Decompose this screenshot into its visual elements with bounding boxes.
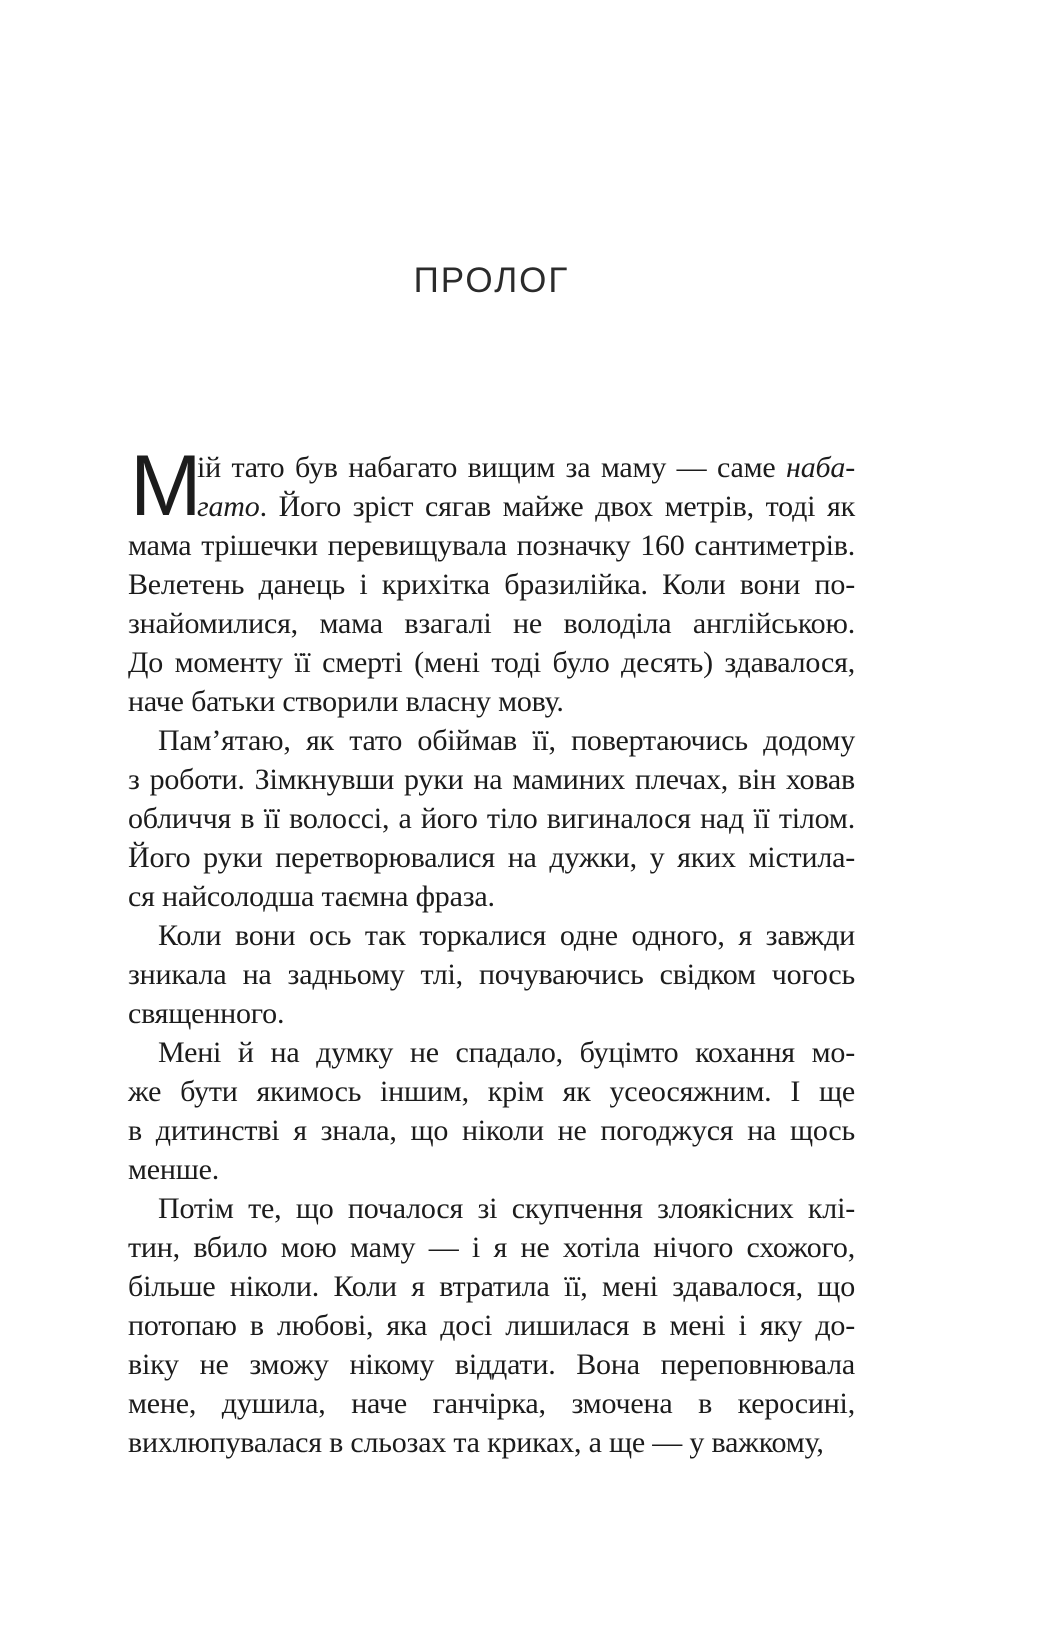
text-line bbox=[197, 487, 855, 526]
body-text-column bbox=[128, 448, 855, 1462]
text-line: наче батьки створили власну мову. bbox=[128, 685, 564, 718]
text-line: ся найсолодша таємна фраза. bbox=[128, 880, 495, 913]
text-line: Пам’ятаю, як тато обіймав її, повертаючись додому bbox=[158, 724, 855, 757]
text-segment: . Його зріст сягав майже двох метрів, тоді як bbox=[259, 490, 855, 523]
italic-text-segment: гато bbox=[197, 490, 260, 523]
text-line: в дитинстві я знала, що ніколи не погоджуся на щось bbox=[128, 1114, 855, 1147]
text-line: знайомилися, мама взагалі не володіла англійською. bbox=[128, 607, 855, 640]
text-line: обличчя в її волоссі, а його тіло вигиналося над її тілом. bbox=[128, 802, 855, 835]
text-line: тин, вбило мою маму — і я не хотіла нічого схожого, bbox=[128, 1231, 855, 1264]
text-line: Коли вони ось так торкалися одне одного, я завжди bbox=[158, 919, 855, 952]
dropcap-adjacent-lines bbox=[197, 448, 855, 526]
italic-text-segment: наба- bbox=[786, 451, 855, 484]
text-line: більше ніколи. Коли я втратила її, мені здавалося, що bbox=[128, 1270, 855, 1303]
text-line: мене, душила, наче ганчірка, змочена в керосині, bbox=[128, 1387, 855, 1420]
text-line bbox=[197, 448, 855, 487]
text-line: До моменту її смерті (мені тоді було десять) здавалося, bbox=[128, 646, 855, 679]
drop-cap-letter: М bbox=[130, 438, 202, 534]
text-line: з роботи. Зімкнувши руки на маминих плечах, він ховав bbox=[128, 763, 855, 796]
text-line: Потім те, що почалося зі скупчення злоякісних клі- bbox=[158, 1192, 855, 1225]
text-line: священного. bbox=[128, 997, 285, 1030]
text-line: Велетень данець і крихітка бразилійка. Коли вони по- bbox=[128, 568, 855, 601]
text-line: же бути якимось іншим, крім як усеосяжним. І ще bbox=[128, 1075, 855, 1108]
text-line: віку не зможу нікому віддати. Вона переповнювала bbox=[128, 1348, 855, 1381]
text-line: Його руки перетворювалися на дужки, у яких містила- bbox=[128, 841, 855, 874]
text-line: Мені й на думку не спадало, буцімто кохання мо- bbox=[158, 1036, 855, 1069]
chapter-title: ПРОЛОГ bbox=[413, 261, 570, 300]
text-line: зникала на задньому тлі, почуваючись свідком чогось bbox=[128, 958, 855, 991]
text-line: мама трішечки перевищувала позначку 160 сантиметрів. bbox=[128, 529, 855, 562]
text-line: менше. bbox=[128, 1153, 220, 1186]
text-line: потопаю в любові, яка досі лишилася в мені і яку до- bbox=[128, 1309, 855, 1342]
text-line: вихлюпувалася в сльозах та криках, а ще — у важкому, bbox=[128, 1426, 824, 1459]
text-segment: ій тато був набагато вищим за маму — саме bbox=[197, 451, 787, 484]
